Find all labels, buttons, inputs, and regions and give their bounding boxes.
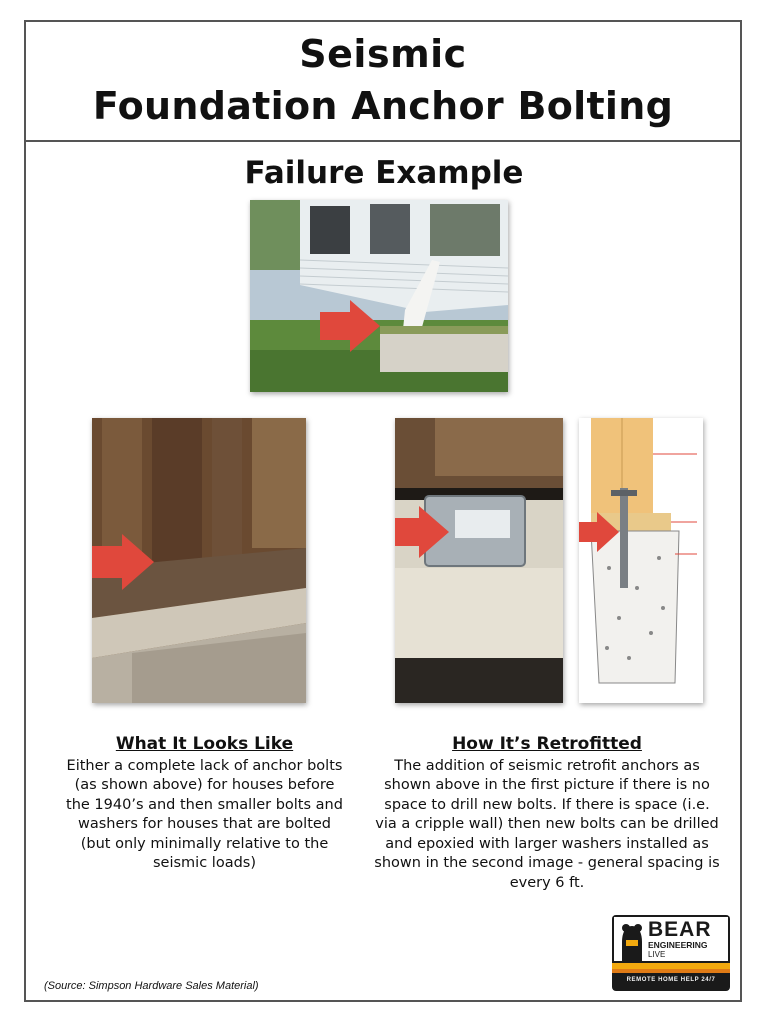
bear-icon: [616, 918, 648, 962]
logo-panel: [612, 915, 730, 963]
bear-engineering-logo: [612, 915, 730, 991]
retrofit-anchor-photo: [395, 418, 563, 703]
source-note: (Source: Simpson Hardware Sales Material): [44, 980, 259, 992]
how-retrofitted-column: [372, 735, 722, 893]
what-it-looks-like-column: [62, 735, 347, 874]
how-retrofitted-body: The addition of seismic retrofit anchors as shown above in the first picture if there is no space to drill new bolts. If there is space (i.e. via a cripple wall) then new bolts can be drilled and epoxied with larger washers installed as shown in the second image - general spacing is every 6 ft.: [374, 757, 720, 891]
what-it-looks-like-heading: What It Looks Like: [115, 734, 294, 754]
logo-tagline: REMOTE HOME HELP 24/7: [626, 977, 716, 983]
what-it-looks-like-body: Either a complete lack of anchor bolts (as shown above) for houses before the 1940’s and then smaller bolts and washers for houses that are bolted (but only minimally relative to the seismic loads): [66, 757, 343, 871]
logo-stripe-orange: [612, 969, 730, 973]
logo-word-bear: BEAR: [648, 918, 712, 941]
anchor-bolt-diagram: [579, 418, 703, 703]
logo-word-live: LIVE: [648, 950, 666, 959]
page-title-line1: Seismic: [299, 32, 467, 76]
missing-anchor-photo: [92, 418, 306, 703]
page-title-line2: Foundation Anchor Bolting: [92, 84, 674, 128]
house-failure-photo: [250, 200, 508, 392]
how-retrofitted-heading: How It’s Retrofitted: [452, 734, 642, 754]
section-title: Failure Example: [244, 155, 524, 191]
title-box: [26, 22, 740, 142]
logo-word-engineering: ENGINEERING: [648, 940, 708, 950]
